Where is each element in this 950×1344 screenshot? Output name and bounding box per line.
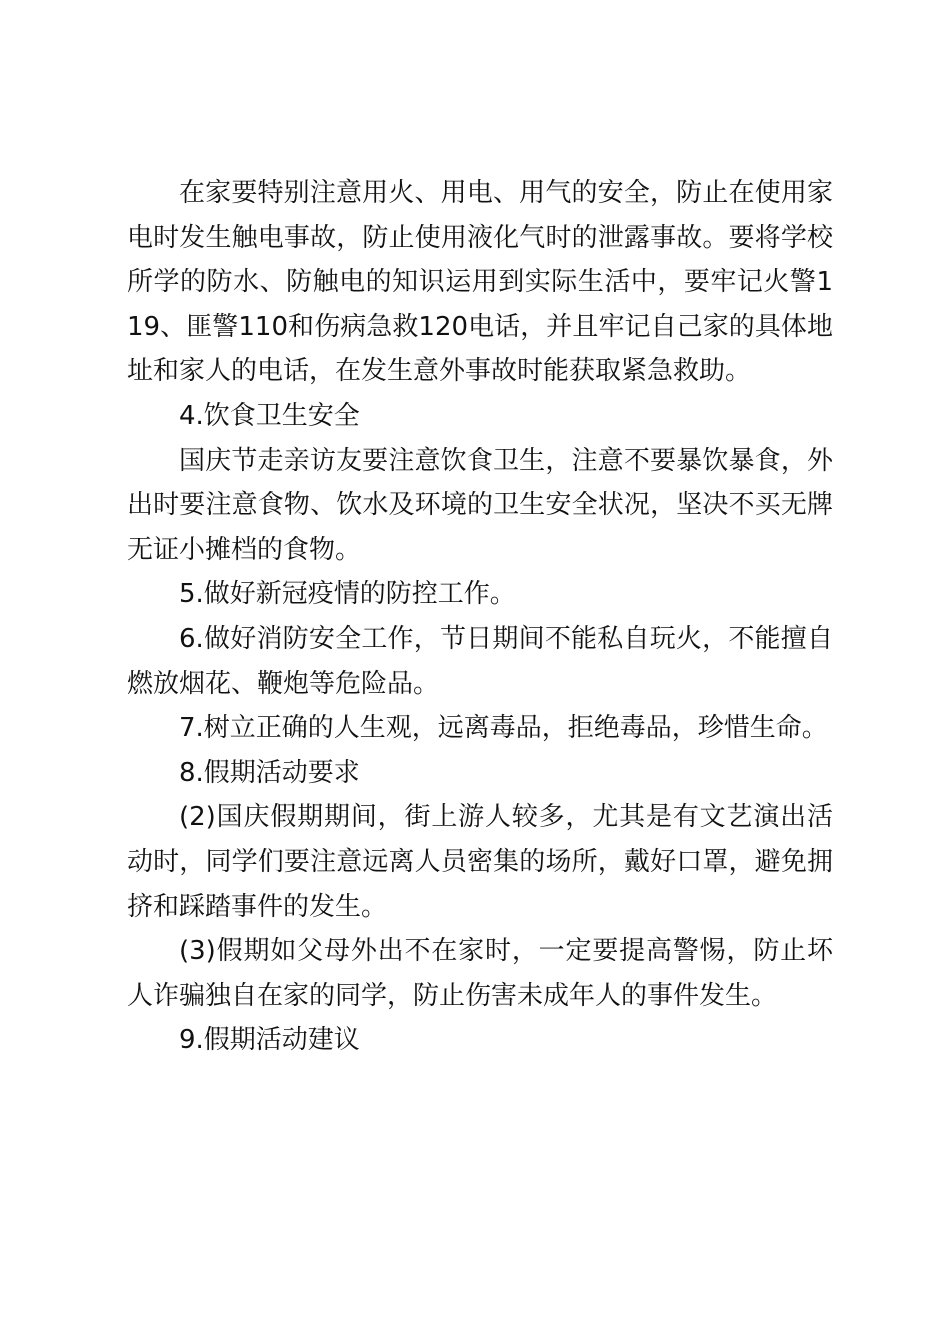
paragraph-home-alone-safety: (3)假期如父母外出不在家时，一定要提高警惕，防止坏人诈骗独自在家的同学，防止伤害未成年人的事件发生。 — [127, 936, 833, 1011]
heading-food-safety: 4.饮食卫生安全 — [179, 400, 360, 431]
heading-holiday-requirements: 8.假期活动要求 — [179, 757, 360, 788]
item-fire-safety: 6.做好消防安全工作，节日期间不能私自玩火，不能擅自燃放烟花、鞭炮等危险品。 — [127, 623, 833, 699]
heading-holiday-suggestions: 9.假期活动建议 — [179, 1025, 360, 1056]
item-anti-drug: 7.树立正确的人生观，远离毒品，拒绝毒品，珍惜生命。 — [179, 713, 828, 744]
document-body — [127, 171, 833, 1063]
paragraph-home-safety: 在家要特别注意用火、用电、用气的安全，防止在使用家电时发生触电事故，防止使用液化气时的泄露事故。要将学校所学的防水、防触电的知识运用到实际生活中，要牢记火警119、匪警110和伤病急救120电话，并且牢记自己家的具体地址和家人的电话，在发生意外事故时能获取紧急救助。 — [127, 178, 833, 387]
paragraph-crowd-safety: (2)国庆假期期间，街上游人较多，尤其是有文艺演出活动时，同学们要注意远离人员密集的场所，戴好口罩，避免拥挤和踩踏事件的发生。 — [127, 802, 833, 922]
paragraph-food-hygiene: 国庆节走亲访友要注意饮食卫生，注意不要暴饮暴食，外出时要注意食物、饮水及环境的卫生安全状况，坚决不买无牌无证小摊档的食物。 — [127, 445, 833, 565]
item-epidemic-prevention: 5.做好新冠疫情的防控工作。 — [179, 579, 516, 610]
